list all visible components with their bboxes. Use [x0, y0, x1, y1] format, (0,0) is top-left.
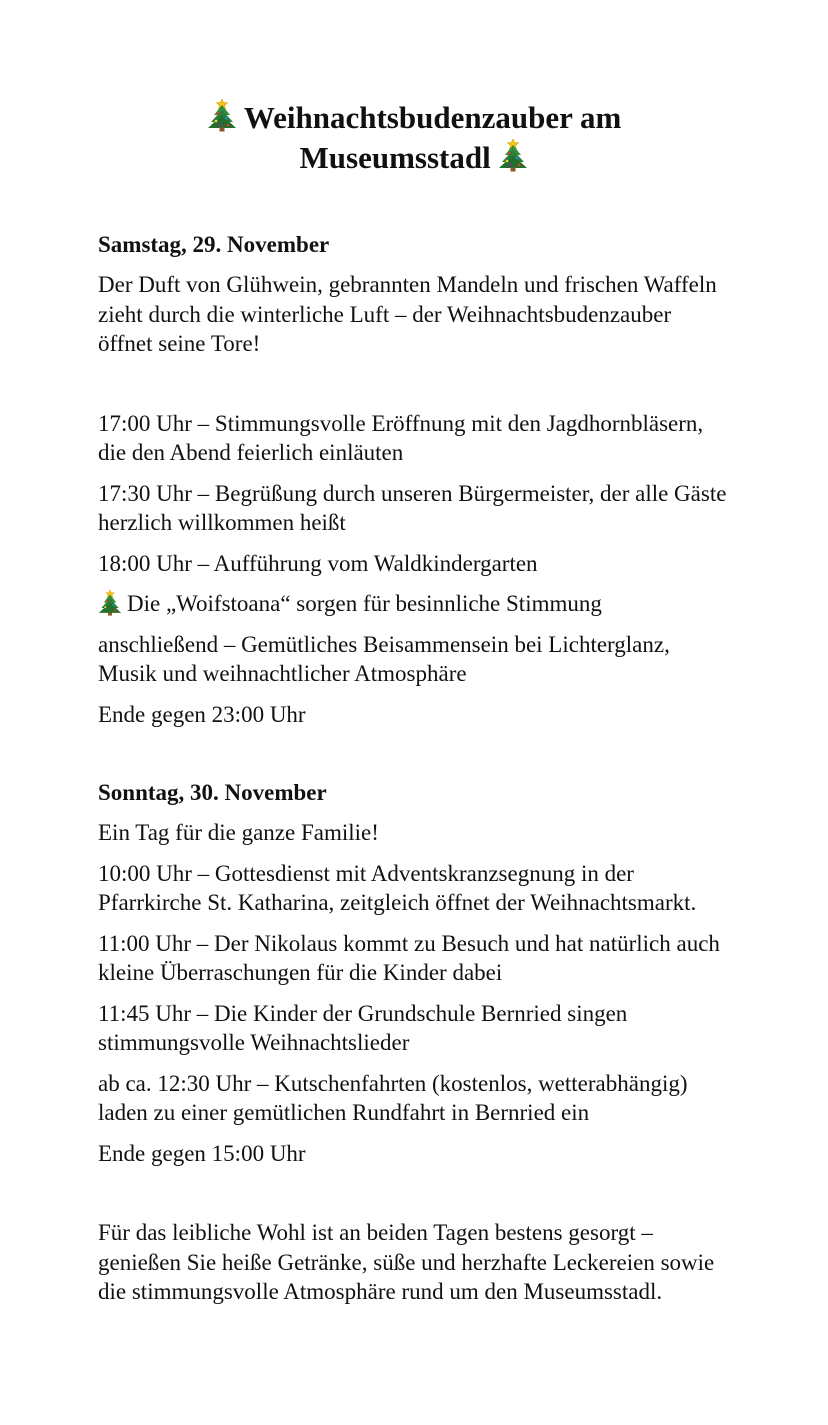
title-line-1: Weihnachtsbudenzauber am [243, 100, 622, 135]
schedule-item: anschließend – Gemütliches Beisammensein bei Lichterglanz, Musik und weihnachtlicher Atmosphäre [98, 631, 670, 686]
schedule-item: 11:45 Uhr – Die Kinder der Grundschule Bernried singen stimmungsvolle Weihnachtslieder [98, 1000, 628, 1055]
footer-text: Für das leibliche Wohl ist an beiden Tagen bestens gesorgt – genießen Sie heiße Getränke, süße und herzhafte Leckereien sowie die stimmungsvolle Atmosphäre rund um den Museumsstadl. [98, 1220, 715, 1304]
schedule-item [98, 589, 730, 619]
schedule-item: 11:00 Uhr – Der Nikolaus kommt zu Besuch und hat natürlich auch kleine Überraschungen für die Kinder dabei [98, 930, 720, 985]
saturday-heading: Samstag, 29. November [98, 232, 330, 257]
saturday-intro: Der Duft von Glühwein, gebrannten Mandeln und frischen Waffeln zieht durch die winterliche Luft – der Weihnachtsbudenzauber öffnet seine Tore! [98, 272, 717, 356]
schedule-item: Ende gegen 23:00 Uhr [98, 701, 306, 727]
schedule-item: Ende gegen 15:00 Uhr [98, 1140, 306, 1166]
schedule-item: 17:30 Uhr – Begrüßung durch unseren Bürgermeister, der alle Gäste herzlich willkommen heißt [98, 480, 727, 535]
schedule-item: ab ca. 12:30 Uhr – Kutschenfahrten (kostenlos, wetterabhängig) laden zu einer gemütlichen Rundfahrt in Bernried ein [98, 1070, 688, 1125]
schedule-item: 17:00 Uhr – Stimmungsvolle Eröffnung mit den Jagdhornbläsern, die den Abend feierlich einläuten [98, 410, 704, 465]
schedule-item: 18:00 Uhr – Aufführung vom Waldkindergarten [98, 550, 538, 576]
sunday-intro: Ein Tag für die ganze Familie! [98, 820, 379, 845]
schedule-item-text: Die „Woifstoana“ sorgen für besinnliche Stimmung [127, 591, 602, 616]
page-title [98, 98, 730, 178]
christmas-tree-icon [98, 589, 122, 616]
schedule-item: 10:00 Uhr – Gottesdienst mit Adventskranzsegnung in der Pfarrkirche St. Katharina, zeitgleich öffnet der Weihnachtsmarkt. [98, 860, 697, 915]
christmas-tree-icon [498, 138, 528, 172]
title-line-2: Museumsstadl [299, 140, 491, 175]
christmas-tree-icon [207, 98, 237, 132]
sunday-heading: Sonntag, 30. November [98, 780, 327, 805]
